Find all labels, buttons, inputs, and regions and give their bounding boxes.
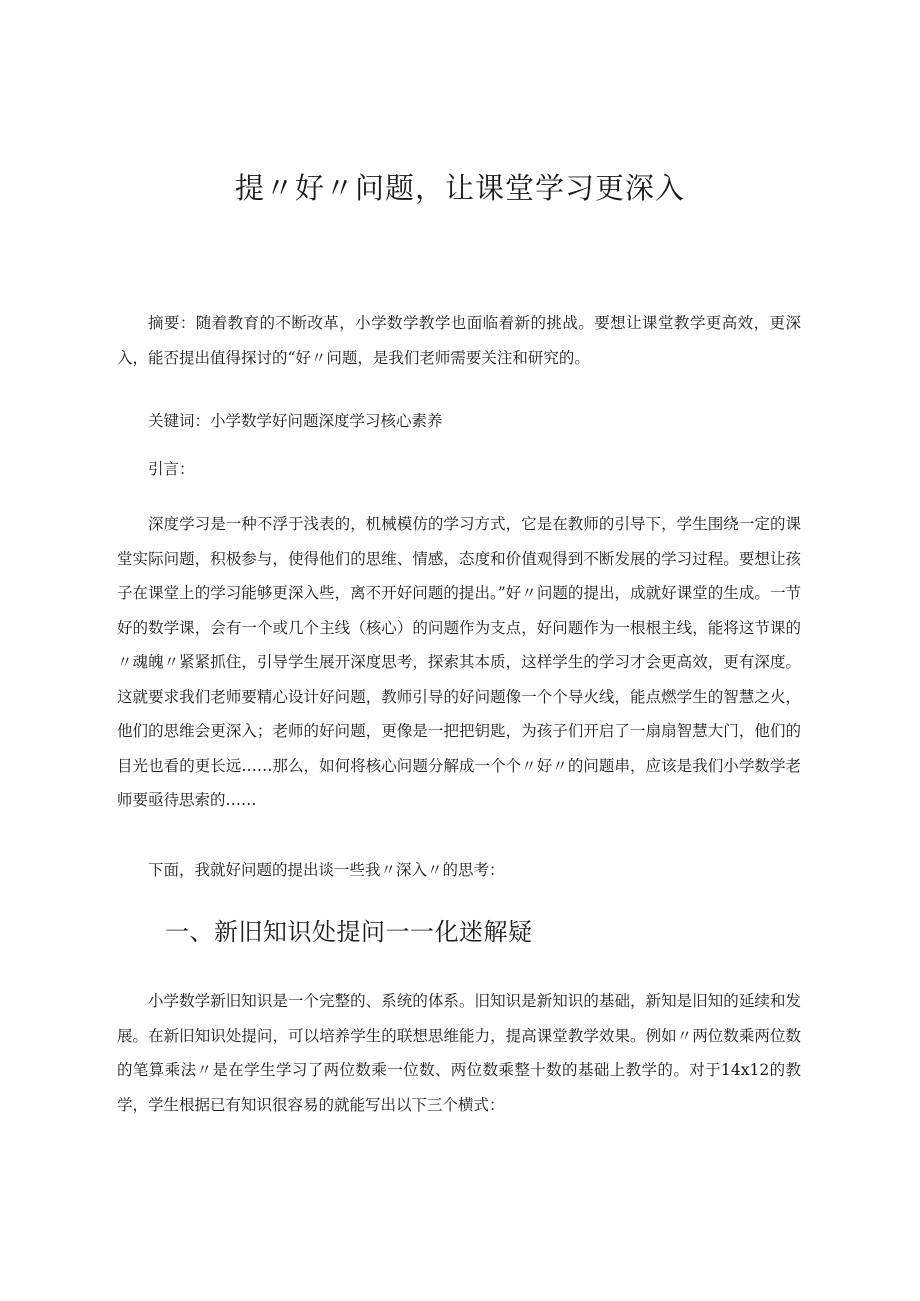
- section-heading-1: 一、新旧知识处提问一一化迷解疑: [165, 918, 533, 946]
- keywords-line: 关键词：小学数学好问题深度学习核心素养: [148, 412, 443, 430]
- abstract-paragraph: 摘要：随着教育的不断改革，小学数学教学也面临着新的挑战。要想让课堂教学更高效，更深入，能否提出值得探讨的“好〃问题，是我们老师需要关注和研究的。: [117, 314, 801, 367]
- transition-paragraph: 下面，我就好问题的提出谈一些我〃深入〃的思考：: [148, 861, 505, 879]
- introduction-label: 引言：: [148, 460, 195, 478]
- section-1-paragraph: 小学数学新旧知识是一个完整的、系统的体系。旧知识是新知识的基础，新知是旧知的延续和发展。在新旧知识处提问，可以培养学生的联想思维能力，提高课堂教学效果。例如〃两位数乘两位数的笔算乘法〃是在学生学习了两位数乘一位数、两位数乘整十数的基础上教学的。对于14x12的教学，学生根据已有知识很容易的就能写出以下三个横式：: [117, 992, 801, 1114]
- introduction-paragraph: 深度学习是一种不浮于浅表的，机械模仿的学习方式，它是在教师的引导下，学生围绕一定的课堂实际问题，积极参与，使得他们的思维、情感，态度和价值观得到不断发展的学习过程。要想让孩子在课堂上的学习能够更深入些，离不开好问题的提出。”好〃问题的提出，成就好课堂的生成。一节好的数学课，会有一个或几个主线（核心）的问题作为支点，好问题作为一根根主线，能将这节课的〃魂魄〃紧紧抓住，引导学生展开深度思考，探索其本质，这样学生的学习才会更高效，更有深度。这就要求我们老师要精心设计好问题，教师引导的好问题像一个个导火线，能点燃学生的智慧之火，他们的思维会更深入；老师的好问题，更像是一把把钥匙，为孩子们开启了一扇扇智慧大门，他们的目光也看的更长远……那么，如何将核心问题分解成一个个〃好〃的问题串，应该是我们小学数学老师要亟待思索的……: [117, 515, 801, 809]
- document-title: 提〃好〃问题，让课堂学习更深入: [234, 171, 685, 205]
